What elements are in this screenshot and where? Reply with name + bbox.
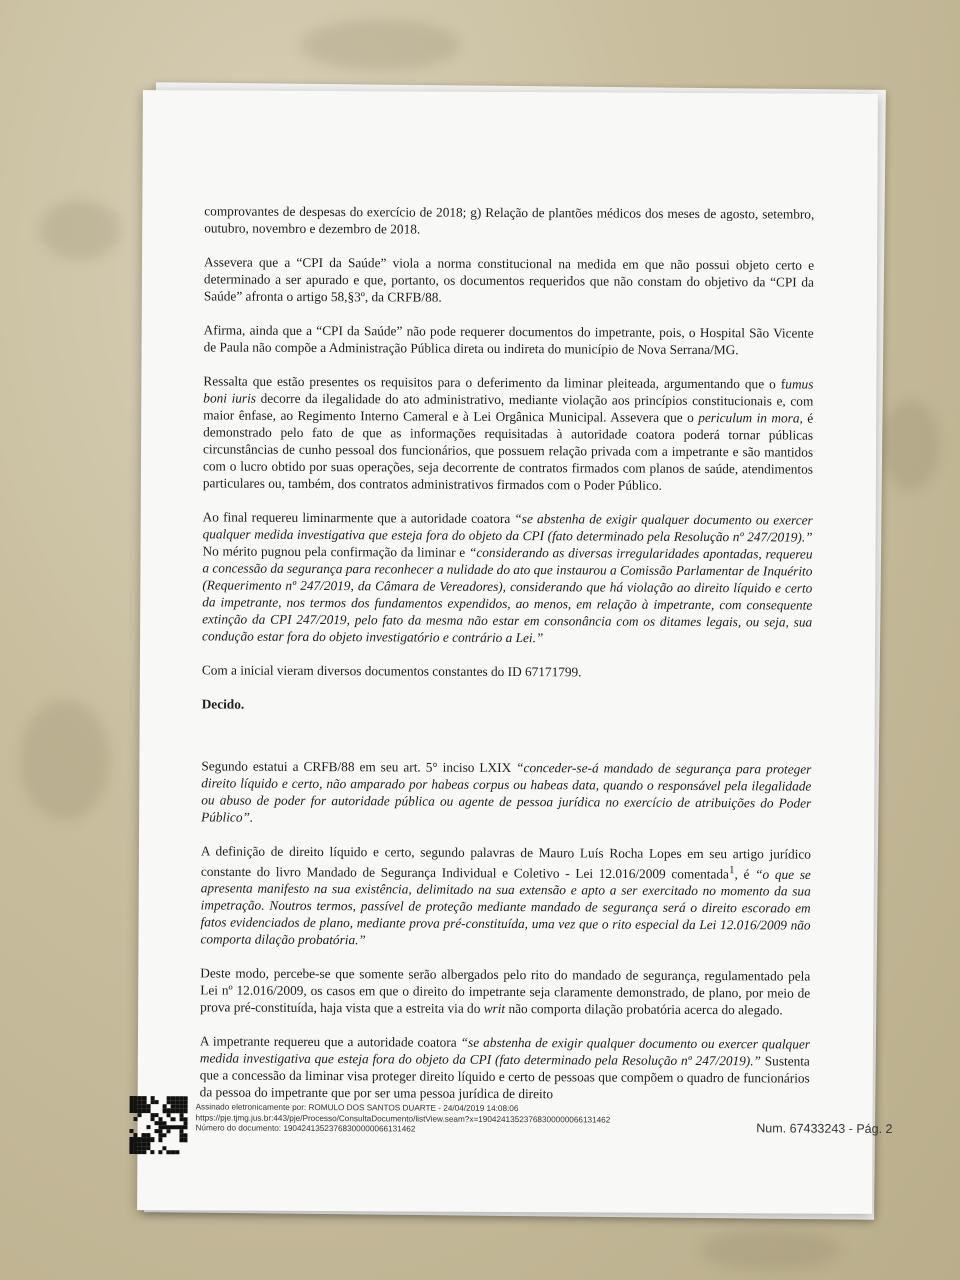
paragraph-9: A definição de direito líquido e certo, segundo palavras de Mauro Luís Rocha Lopes em seu artigo jurídico constante do livro Mandado de Segurança Individual e Coletivo - Lei 12.016/2009 comentada$^1$, é “o que se apresenta manifesto na sua existência, delimitado na sua extensão e apto a ser exercitado no momento da sua impetração. Noutros termos, passível de proteção mediante mandado de segurança será o direito escorado em fatos evidenciados de plano, mediante prova pré-constituída, uma vez que o rito especial da Lei 12.016/2009 não comporta dilação probatória.” <box>200 843 811 948</box>
paragraph-6: Com a inicial vieram diversos documentos constantes do ID 67171799. <box>201 662 582 680</box>
signed-by: Assinado eletronicamente por: ROMULO DOS SANTOS DUARTE - 24/04/2019 14:08:06 <box>195 1102 519 1114</box>
paragraph-10: Deste modo, percebe-se que somente serão albergados pelo rito do mandado de segurança, regulamentado pela Lei nº 12.016/2009, os casos em que o direito do impetrante seja claramente demonstrado, de plano, por meio de prova pré-constituída, haja vista que a estreita via do writ não comporta dilação probatória acerca do alegado. <box>200 965 811 1018</box>
paragraph-1: comprovantes de despesas do exercício de 2018; g) Relação de plantões médicos dos meses de agosto, setembro, outubro, novembro e dezembro de 2018. <box>204 203 815 237</box>
page-number: Num. 67433243 - Pág. 2 <box>756 1121 893 1137</box>
document-number: Número do documento: 19042413523768300000066131462 <box>195 1123 416 1134</box>
document-page <box>137 90 893 1214</box>
footnote-ref: 1 <box>728 864 735 877</box>
paragraph-11: A impetrante requereu que a autoridade coatora “se abstenha de exigir qualquer documento ou exercer qualquer medida investigativa que esteja fora do objeto da CPI (fato determinado pela Resolução nº 247/2019).” Sustenta que a concessão da liminar visa proteger direito líquido e certo de pessoas que compõem o quadro de funcionários da pessoa do impetrante que por ser uma pessoa jurídica de direito <box>199 1033 810 1102</box>
document-footer <box>137 1090 893 1164</box>
paragraph-8: Segundo estatui a CRFB/88 em seu art. 5° inciso LXIX “conceder-se-á mandado de segurança para proteger direito líquido e certo, não amparado por habeas corpus ou habeas data, quando o responsável pela ilegalidade ou abuso de poder for autoridade pública ou agente de pessoa jurídica no exercício de atribuições do Poder Público”. <box>201 758 812 825</box>
qr-code-icon <box>129 1096 187 1154</box>
paragraph-4: Ressalta que estão presentes os requisitos para o deferimento da liminar pleiteada, argumentando que o fumus boni iuris decorre da ilegalidade do ato administrativo, mediante violação aos princípios constitucionais e, com maior ênfase, ao Regimento Interno Cameral e à Lei Orgânica Municipal. Assevera que o periculum in mora, é demonstrado pelo fato de que as informações requisitadas à autoridade coatora poderá tornar públicas circunstâncias de cunho pessoal dos funcionários, que possuem relação privada com a impetrante e são mantidos com o lucro obtido por suas operações, seja decorrente de contratos firmados com planos de saúde, atendimentos particulares ou, também, dos contratos administrativos firmados com o Poder Público. <box>202 373 814 493</box>
document-body <box>200 202 815 1121</box>
signature-info <box>195 1102 610 1136</box>
verification-url: https://pje.tjmg.jus.br:443/pje/Processo/ConsultaDocumento/listView.seam?x=19042413523768300000066131462 <box>195 1112 611 1125</box>
decision-heading: Decido. <box>201 696 245 712</box>
paragraph-3: Afirma, ainda que a “CPI da Saúde” não pode requerer documentos do impetrante, pois, o Hospital São Vicente de Paula não compõe a Administração Pública direta ou indireta do município de Nova Serrana/MG. <box>203 322 814 358</box>
paragraph-5: Ao final requereu liminarmente que a autoridade coatora “se abstenha de exigir qualquer documento ou exercer qualquer medida investigativa que esteja fora do objeto da CPI (fato determinado pela Resolução nº 247/2019).” No mérito pugnou pela confirmação da liminar e “considerando as diversas irregularidades apontadas, requereu a concessão da segurança para reconhecer a nulidade do ato que instaurou a Comissão Parlamentar de Inquérito (Requerimento nº 247/2019, da Câmara de Vereadores), considerando que há violação ao direito líquido e certo da impetrante, nos termos dos fundamentos expendidos, ao menos, em relação à impetrante, com consequente extinção da CPI 247/2019, pelo fato da mesma não estar em consonância com os ditames legais, ou seja, sua condução estar fora do objeto investigatório e contrário a Lei.” <box>202 509 813 646</box>
paragraph-2: Assevera que a “CPI da Saúde” viola a norma constitucional na medida em que não possui objeto certo e determinado a ser apurado e que, portanto, os documentos requeridos que não constam do objetivo da “CPI da Saúde” afronta o artigo 58,§3º, da CRFB/88. <box>203 254 815 305</box>
